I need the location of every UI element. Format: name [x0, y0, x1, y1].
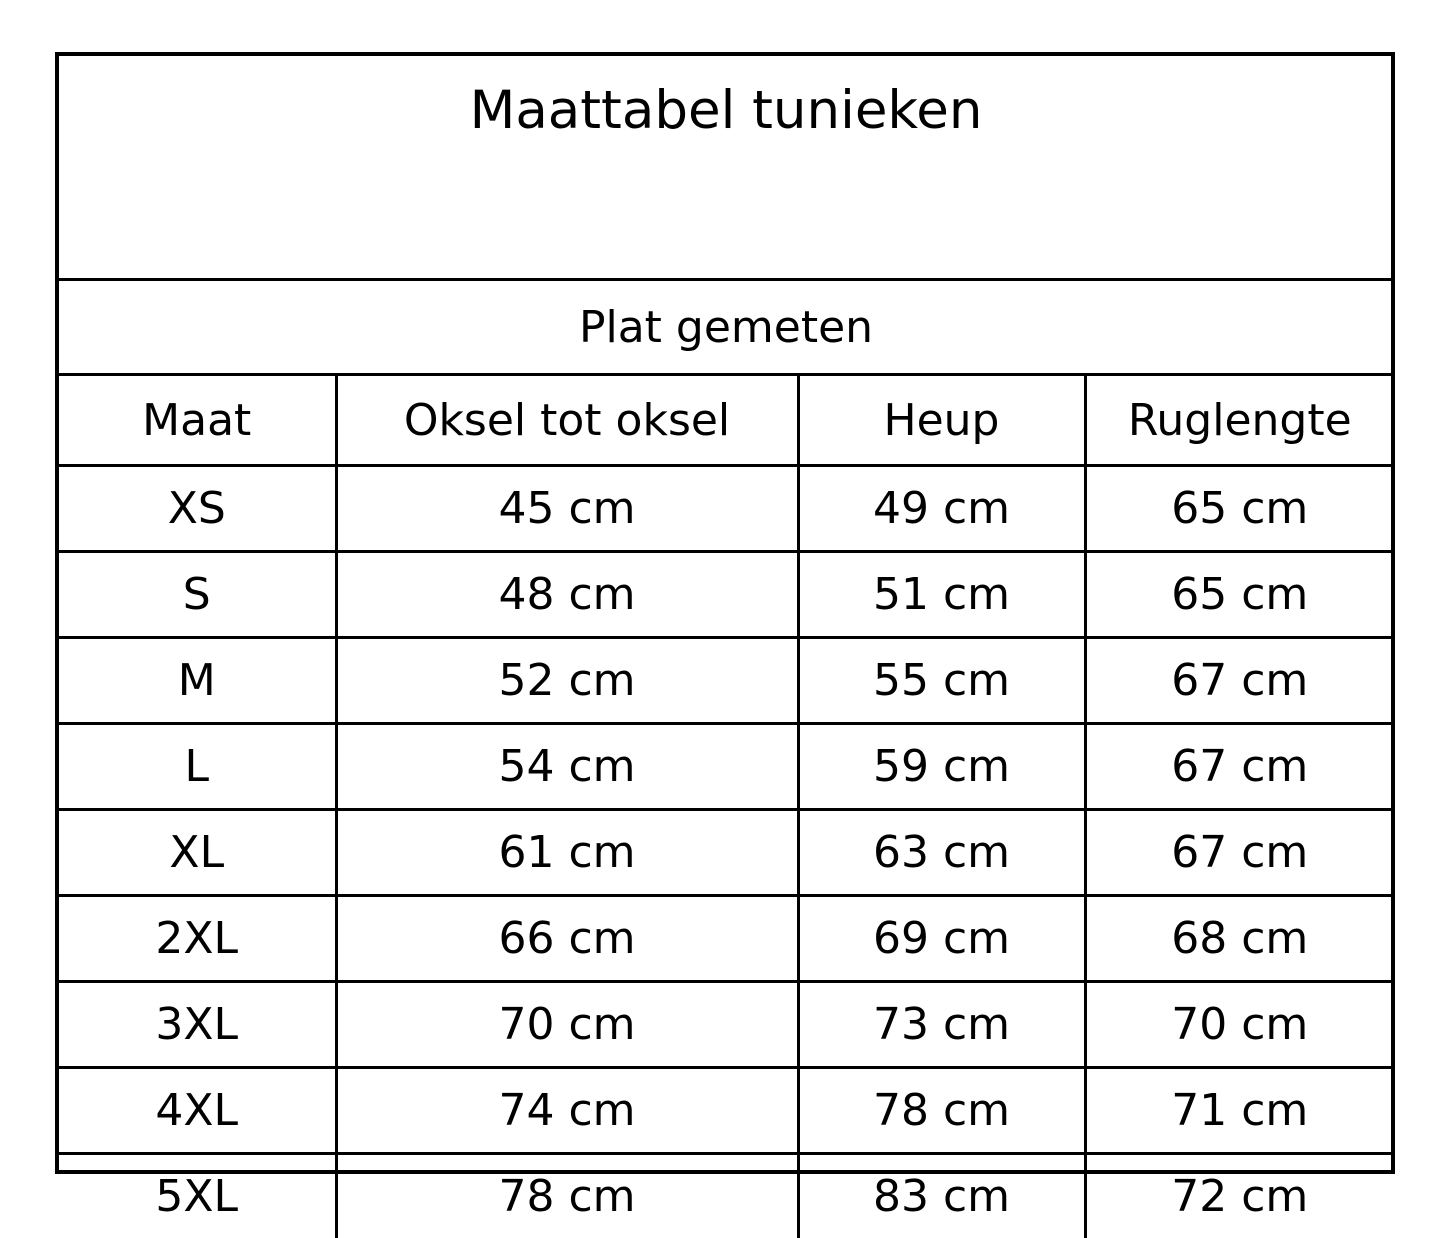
cell-heup: 51 cm	[798, 552, 1085, 638]
cell-oksel: 78 cm	[336, 1154, 798, 1238]
cell-ruglengte: 70 cm	[1085, 982, 1393, 1068]
column-header-ruglengte: Ruglengte	[1085, 375, 1393, 466]
cell-heup: 73 cm	[798, 982, 1085, 1068]
cell-oksel: 54 cm	[336, 724, 798, 810]
cell-oksel: 74 cm	[336, 1068, 798, 1154]
cell-heup: 49 cm	[798, 466, 1085, 552]
cell-ruglengte: 72 cm	[1085, 1154, 1393, 1238]
cell-maat: M	[59, 638, 336, 724]
table-row	[59, 982, 1393, 1068]
cell-heup: 59 cm	[798, 724, 1085, 810]
cell-maat: XL	[59, 810, 336, 896]
table-row	[59, 896, 1393, 982]
column-header-maat: Maat	[59, 375, 336, 466]
subtitle-row	[59, 280, 1393, 375]
table-header-row	[59, 375, 1393, 466]
cell-maat: L	[59, 724, 336, 810]
column-header-oksel-tot-oksel: Oksel tot oksel	[336, 375, 798, 466]
table-row	[59, 1068, 1393, 1154]
cell-heup: 69 cm	[798, 896, 1085, 982]
column-header-heup: Heup	[798, 375, 1085, 466]
cell-ruglengte: 67 cm	[1085, 638, 1393, 724]
cell-maat: 2XL	[59, 896, 336, 982]
cell-oksel: 66 cm	[336, 896, 798, 982]
cell-ruglengte: 71 cm	[1085, 1068, 1393, 1154]
cell-maat: 3XL	[59, 982, 336, 1068]
cell-oksel: 61 cm	[336, 810, 798, 896]
table-row	[59, 466, 1393, 552]
cell-heup: 78 cm	[798, 1068, 1085, 1154]
cell-ruglengte: 65 cm	[1085, 466, 1393, 552]
cell-oksel: 45 cm	[336, 466, 798, 552]
page-title: Maattabel tunieken	[59, 56, 1393, 280]
cell-maat: S	[59, 552, 336, 638]
cell-maat: 5XL	[59, 1154, 336, 1238]
size-chart-table-container	[55, 52, 1395, 1174]
table-row	[59, 552, 1393, 638]
cell-maat: 4XL	[59, 1068, 336, 1154]
cell-oksel: 48 cm	[336, 552, 798, 638]
table-row	[59, 1154, 1393, 1238]
cell-oksel: 52 cm	[336, 638, 798, 724]
title-row	[59, 56, 1393, 280]
measurement-method-label: Plat gemeten	[59, 280, 1393, 375]
cell-ruglengte: 68 cm	[1085, 896, 1393, 982]
cell-heup: 63 cm	[798, 810, 1085, 896]
cell-oksel: 70 cm	[336, 982, 798, 1068]
table-row	[59, 638, 1393, 724]
table-row	[59, 810, 1393, 896]
cell-heup: 55 cm	[798, 638, 1085, 724]
cell-ruglengte: 67 cm	[1085, 724, 1393, 810]
table-row	[59, 724, 1393, 810]
cell-maat: XS	[59, 466, 336, 552]
cell-ruglengte: 67 cm	[1085, 810, 1393, 896]
size-chart-table	[59, 56, 1393, 1238]
cell-ruglengte: 65 cm	[1085, 552, 1393, 638]
cell-heup: 83 cm	[798, 1154, 1085, 1238]
